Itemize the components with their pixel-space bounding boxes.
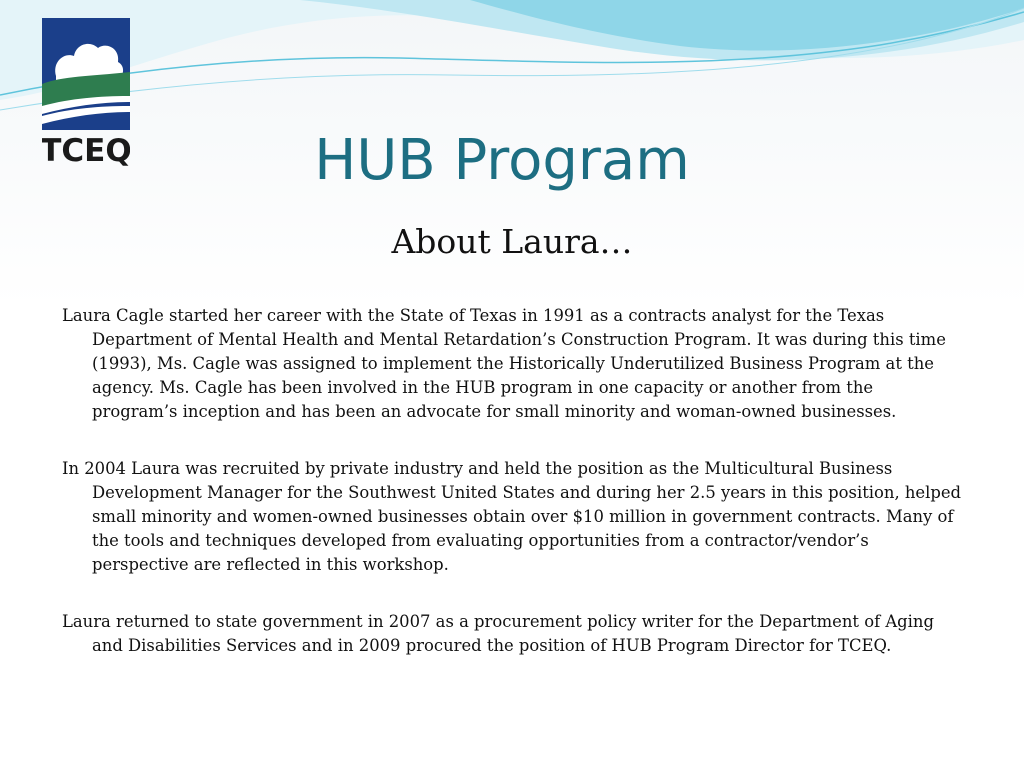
slide-body: [62, 304, 962, 691]
paragraph-1: Laura Cagle started her career with the State of Texas in 1991 as a contracts analyst for the Texas Department of Mental Health and Mental Retardation’s Construction Program. It was during this time (1993), Ms. Cagle was assigned to implement the Historically Underutilized Business Program at the agency. Ms. Cagle has been involved in the HUB program in one capacity or another from the program’s inception and has been an advocate for small minority and woman-owned businesses.: [62, 306, 946, 421]
header-wave-decoration: [0, 0, 1024, 130]
slide-title: HUB Program: [314, 128, 690, 193]
paragraph-2: In 2004 Laura was recruited by private industry and held the position as the Multicultural Business Development Manager for the Southwest United States and during her 2.5 years in this position, helped small minority and women-owned businesses obtain over $10 million in government contracts. Many of the tools and techniques developed from evaluating opportunities from a contractor/vendor’s perspective are reflected in this workshop.: [62, 459, 962, 574]
paragraph-3: Laura returned to state government in 2007 as a procurement policy writer for the Department of Aging and Disabilities Services and in 2009 procured the position of HUB Program Director for TCEQ.: [62, 612, 934, 655]
logo-text: TCEQ: [42, 133, 130, 168]
slide-subtitle: About Laura…: [391, 222, 633, 261]
